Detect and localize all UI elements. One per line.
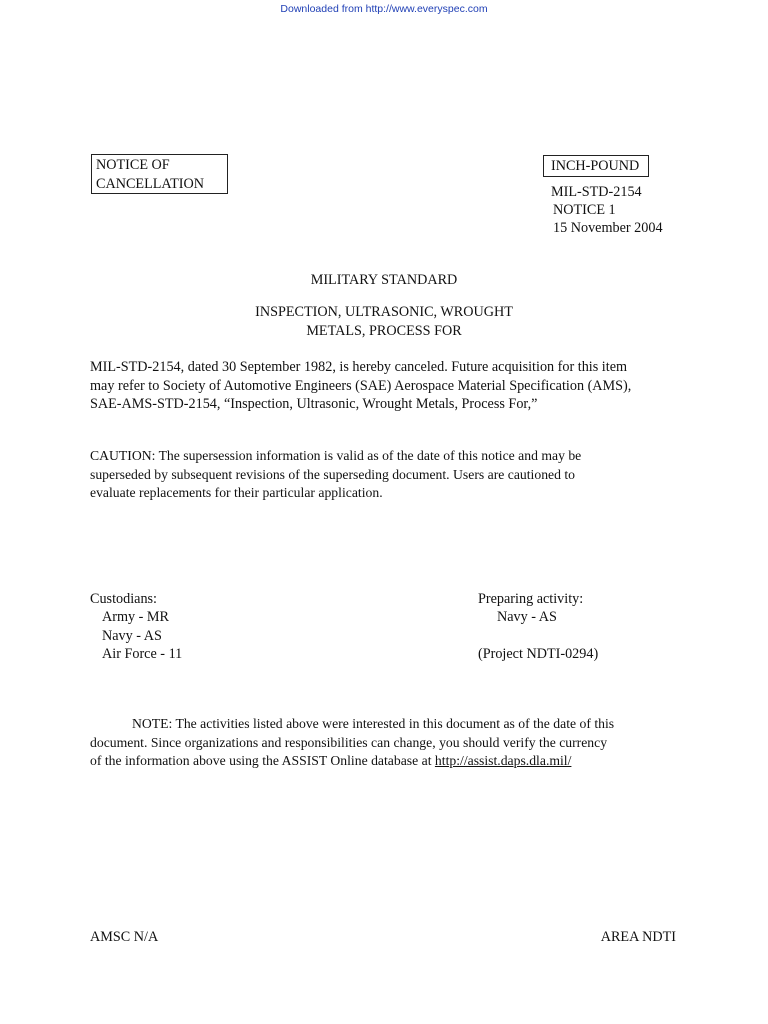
document-title-line2: METALS, PROCESS FOR (306, 323, 462, 339)
custodians-label: Custodians: (90, 591, 158, 607)
caution-line1: CAUTION: The supersession information is valid as of the date of this notice and may be (90, 448, 582, 463)
caution-line2: superseded by subsequent revisions of the superseding document. Users are cautioned to (90, 466, 576, 482)
custodian-item: Army - MR (102, 609, 169, 626)
note-paragraph (90, 715, 680, 771)
custodian-item: Navy - AS (102, 627, 162, 644)
note-line2: document. Since organizations and responsibilities can change, you should verify the currency (90, 734, 608, 750)
custodian-item: Air Force - 11 (102, 645, 183, 662)
notice-of-cancellation-box (91, 154, 228, 194)
notice-date: 15 November 2004 (553, 220, 663, 236)
cancellation-line2: may refer to Society of Automotive Engineers (SAE) Aerospace Material Specification (AMS), (90, 377, 632, 394)
custodians-section (90, 590, 182, 663)
document-identifier (551, 183, 663, 237)
document-number: MIL-STD-2154 (551, 184, 642, 200)
inch-pound-label: INCH-POUND (551, 158, 640, 174)
note-line1: NOTE: The activities listed above were interested in this document as of the date of this (132, 716, 615, 731)
notice-box-line1: NOTICE OF (96, 157, 170, 173)
cancellation-paragraph (90, 358, 680, 414)
preparing-activity-section (478, 590, 598, 663)
area-code: AREA NDTI (600, 929, 676, 945)
preparing-activity-label: Preparing activity: (478, 591, 584, 607)
cancellation-line3: SAE-AMS-STD-2154, “Inspection, Ultrasonic, Wrought Metals, Process For,” (90, 396, 538, 412)
notice-box-line2: CANCELLATION (96, 176, 204, 192)
inch-pound-box (543, 155, 649, 177)
project-number: (Project NDTI-0294) (478, 645, 599, 662)
note-line3 (90, 752, 680, 771)
note-line3-text: of the information above using the ASSIST Online database at (90, 753, 435, 768)
download-source-banner[interactable]: Downloaded from http://www.everyspec.com (280, 3, 488, 15)
standard-category-heading: MILITARY STANDARD (310, 272, 458, 288)
cancellation-line1: MIL-STD-2154, dated 30 September 1982, is hereby canceled. Future acquisition for this item (90, 359, 628, 375)
caution-line3: evaluate replacements for their particular application. (90, 485, 383, 500)
caution-paragraph (90, 447, 680, 503)
assist-database-link[interactable]: http://assist.daps.dla.mil/ (434, 753, 572, 768)
document-title-line1: INSPECTION, ULTRASONIC, WROUGHT (255, 304, 513, 320)
notice-number: NOTICE 1 (553, 202, 616, 218)
preparing-activity-value: Navy - AS (497, 609, 557, 626)
amsc-number: AMSC N/A (90, 929, 159, 945)
